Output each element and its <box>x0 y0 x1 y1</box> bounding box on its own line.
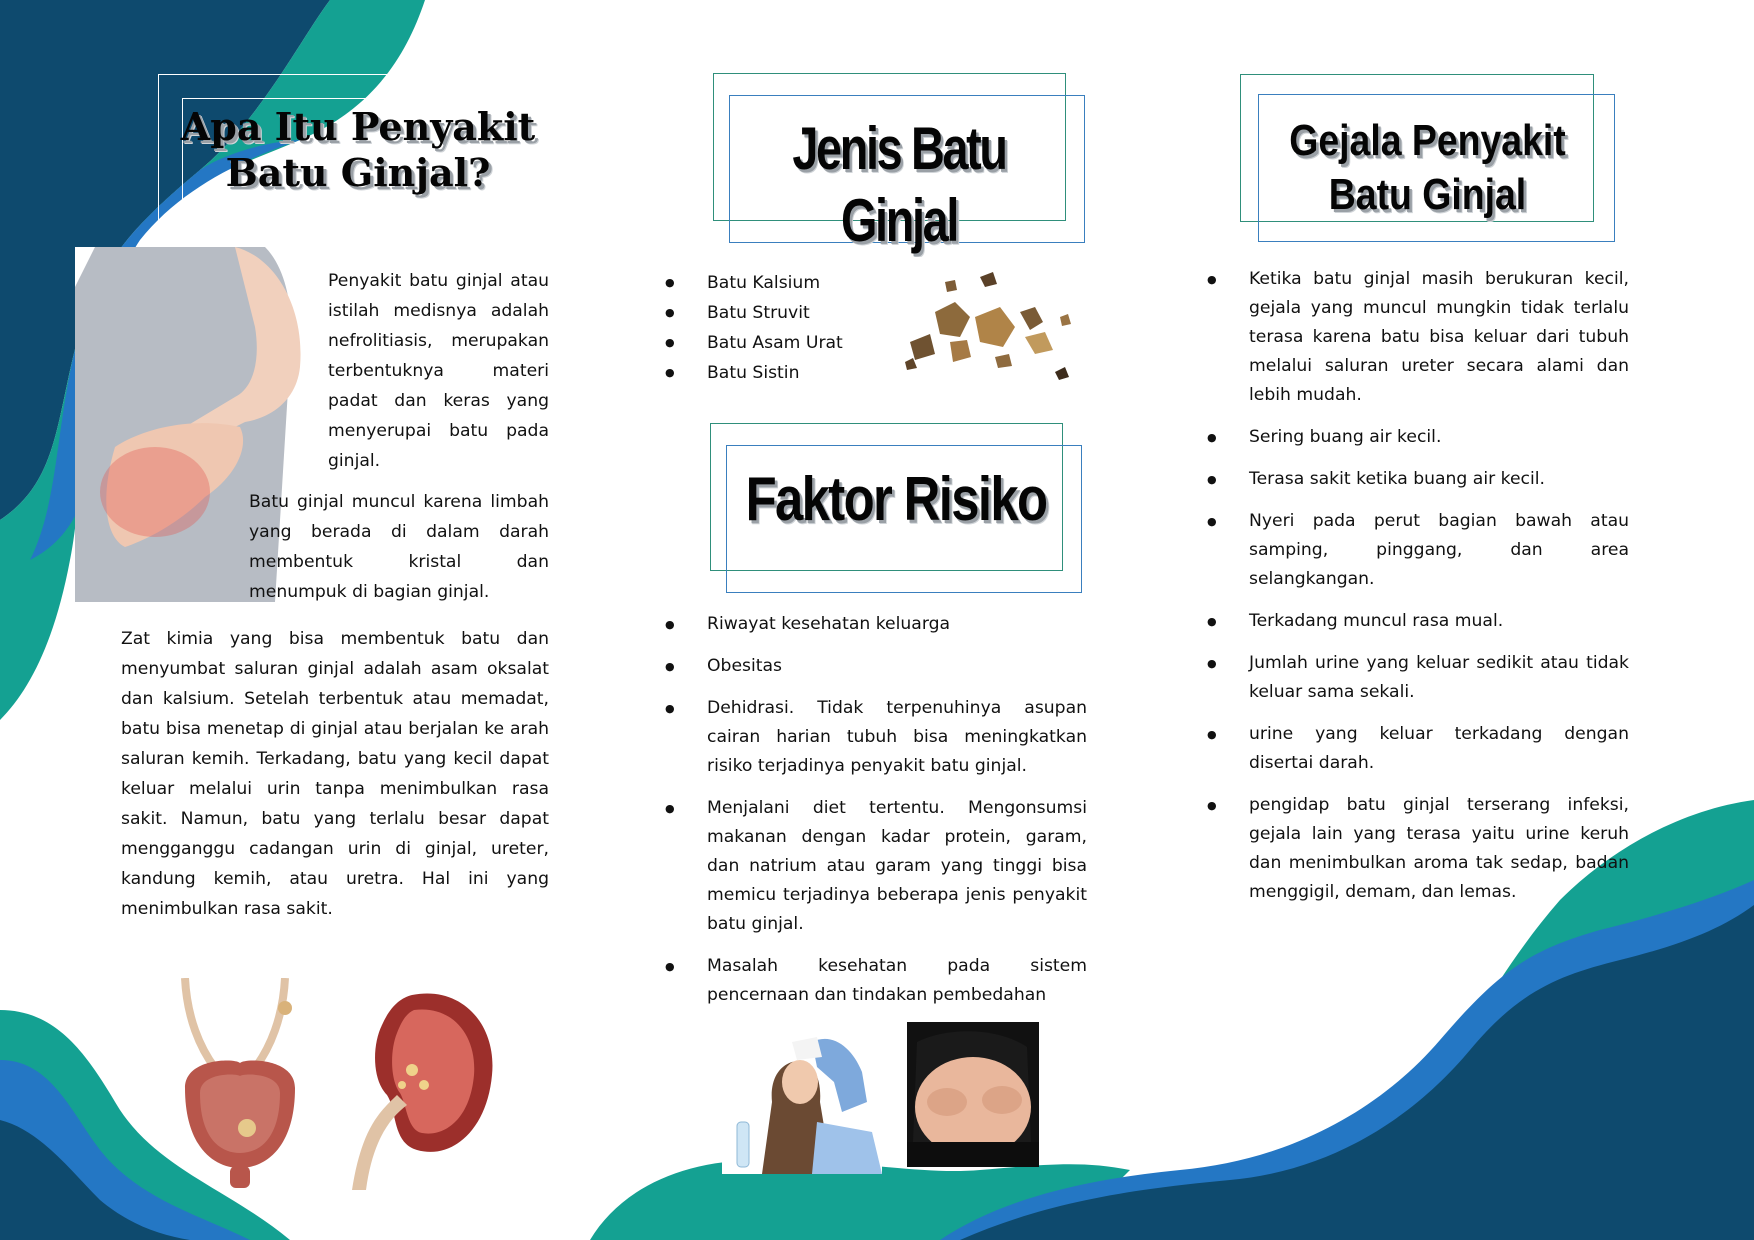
faktor-list-wrap <box>665 610 1087 1010</box>
jenis-list <box>665 268 905 388</box>
title-gejala <box>1240 74 1615 242</box>
title-faktor-risiko-text: Faktor Risiko <box>745 465 1047 534</box>
title-apa-itu-line1: Apa Itu Penyakit <box>180 104 536 149</box>
col1-p1-wrap <box>328 266 549 476</box>
col1-paragraph-1: Penyakit batu ginjal atau istilah medisnya adalah nefrolitiasis, merupakan terbentuknya materi padat dan keras yang menyerupai batu pada ginjal. <box>328 271 549 471</box>
gejala-list <box>1207 265 1629 907</box>
col1-paragraph-3: Zat kimia yang bisa membentuk batu dan menyumbat saluran ginjal adalah asam oksalat dan kalsium. Setelah terbentuk atau memadat, batu bisa menetap di ginjal atau berjalan ke arah saluran kemih. Terkadang, batu yang kecil dapat keluar melalui urin tanpa menimbulkan rasa sakit. Namun, batu yang terlalu besar dapat mengganggu cadangan urin di ginjal, ureter, kandung kemih, atau uretra. Hal ini yang menimbulkan rasa sakit. <box>121 629 549 919</box>
faktor-item: ● Masalah kesehatan pada sistem pencernaan dan tindakan pembedahan <box>665 952 1087 1010</box>
gejala-item: ● Jumlah urine yang keluar sedikit atau tidak keluar sama sekali. <box>1207 649 1629 707</box>
title-faktor-risiko <box>710 423 1082 593</box>
gejala-item: ● urine yang keluar terkadang dengan disertai darah. <box>1207 720 1629 778</box>
gejala-item: ● Terasa sakit ketika buang air kecil. <box>1207 465 1629 494</box>
faktor-item: ● Riwayat kesehatan keluarga <box>665 610 1087 639</box>
title-apa-itu-line2: Batu Ginjal? <box>225 149 491 195</box>
gejala-item: ● Sering buang air kecil. <box>1207 423 1629 452</box>
kidney-stones-photo <box>885 262 1085 387</box>
gejala-item: ● pengidap batu ginjal terserang infeksi, gejala lain yang terasa yaitu urine keruh dan menimbulkan aroma tak sedap, badan menggigil, demam, dan lemas. <box>1207 791 1629 907</box>
title-jenis-batu <box>713 73 1085 254</box>
gejala-item: ● Ketika batu ginjal masih berukuran kecil, gejala yang muncul mungkin tidak terlalu terasa karena batu bisa keluar dari tubuh melalui saluran ureter secara alami dan lebih mudah. <box>1207 265 1629 410</box>
col1-p2-wrap <box>249 487 549 607</box>
gejala-item: ● Nyeri pada perut bagian bawah atau samping, pinggang, dan area selangkangan. <box>1207 507 1629 594</box>
jenis-item: ● Batu Asam Urat <box>665 328 905 358</box>
title-gejala-line2: Batu Ginjal <box>1328 170 1527 219</box>
obesity-photo <box>907 1022 1039 1167</box>
col1-paragraph-2: Batu ginjal muncul karena limbah yang berada di dalam darah membentuk kristal dan menumpuk di bagian ginjal. <box>249 492 549 602</box>
faktor-item: ● Menjalani diet tertentu. Mengonsumsi makanan dengan kadar protein, garam, dan natrium atau garam yang tinggi bisa memicu terjadinya beberapa jenis penyakit batu ginjal. <box>665 794 1087 939</box>
gejala-item: ● Terkadang muncul rasa mual. <box>1207 607 1629 636</box>
kidney-illustration <box>352 985 497 1190</box>
gejala-list-wrap <box>1207 265 1629 907</box>
title-gejala-line1: Gejala Penyakit <box>1289 116 1566 165</box>
jenis-item: ● Batu Kalsium <box>665 268 905 298</box>
faktor-item: ● Dehidrasi. Tidak terpenuhinya asupan cairan harian tubuh bisa meningkatkan risiko terjadinya penyakit batu ginjal. <box>665 694 1087 781</box>
bladder-illustration <box>175 978 305 1198</box>
dehydration-photo <box>722 1022 882 1174</box>
jenis-item: ● Batu Struvit <box>665 298 905 328</box>
faktor-list <box>665 610 1087 1010</box>
jenis-list-wrap <box>665 268 905 388</box>
title-jenis-batu-text: Jenis Batu Ginjal <box>792 115 1006 254</box>
col1-p3-wrap <box>121 624 549 924</box>
jenis-item: ● Batu Sistin <box>665 358 905 388</box>
faktor-item: ● Obesitas <box>665 652 1087 681</box>
title-apa-itu <box>158 74 558 240</box>
